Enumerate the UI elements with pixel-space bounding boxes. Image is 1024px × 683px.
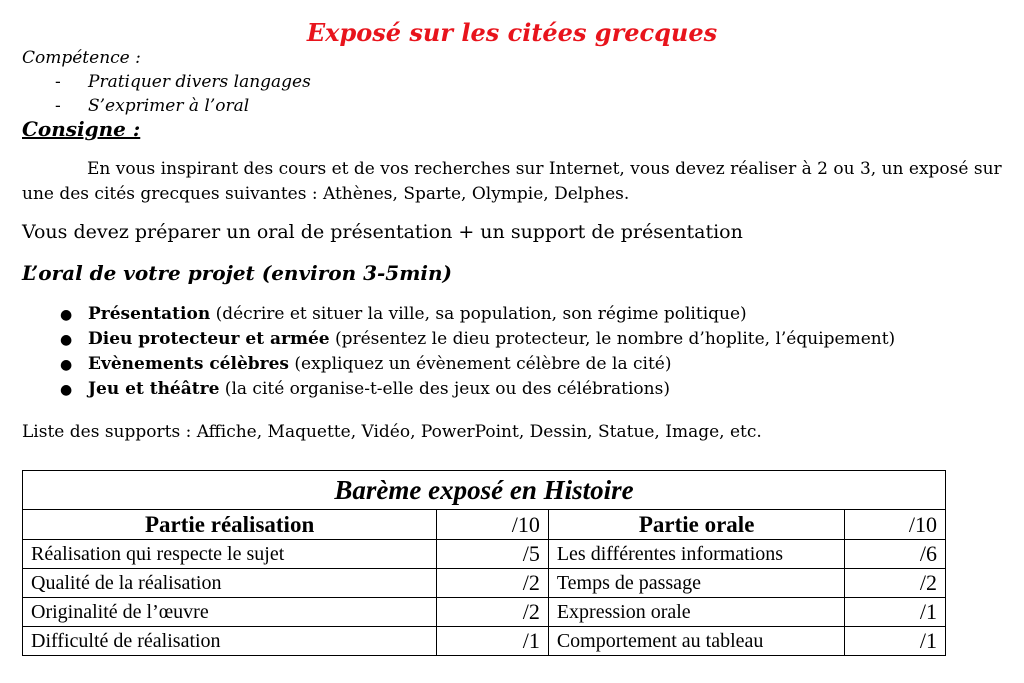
competence-list — [55, 70, 311, 118]
criterion: Temps de passage — [548, 569, 845, 598]
table-header-row — [23, 510, 946, 540]
table-row — [23, 569, 946, 598]
list-item: ● Dieu protecteur et armée (présentez le dieu protecteur, le nombre d’hoplite, l’équipement) — [60, 327, 895, 352]
bullet-icon: ● — [60, 332, 73, 348]
points: /1 — [437, 627, 549, 656]
list-item: ● Jeu et théâtre (la cité organise-t-elle des jeux ou des célébrations) — [60, 377, 895, 402]
table-row — [23, 598, 946, 627]
points: /2 — [845, 569, 946, 598]
right-max: /10 — [845, 510, 946, 540]
oral-bullet-list — [60, 302, 895, 402]
bullet-icon: ● — [60, 307, 73, 323]
bareme-table — [22, 470, 946, 656]
criterion: Expression orale — [548, 598, 845, 627]
oral-heading: L’oral de votre projet (environ 3-5min) — [22, 261, 452, 285]
bullet-icon: ● — [60, 357, 73, 373]
competence-label: Compétence : — [22, 48, 141, 68]
consigne-paragraph: En vous inspirant des cours et de vos recherches sur Internet, vous devez réaliser à 2 ou 3, un exposé sur une des cités grecques suivantes : Athènes, Sparte, Olympie, Delphes. — [22, 159, 1002, 204]
criterion: Difficulté de réalisation — [23, 627, 437, 656]
points: /1 — [845, 627, 946, 656]
criterion: Originalité de l’œuvre — [23, 598, 437, 627]
criterion: Comportement au tableau — [548, 627, 845, 656]
criterion: Les différentes informations — [548, 540, 845, 569]
list-item: - S’exprimer à l’oral — [55, 96, 250, 116]
bareme-title: Barème exposé en Histoire — [23, 471, 946, 510]
list-item: ● Présentation (décrire et situer la ville, sa population, son régime politique) — [60, 302, 895, 327]
points: /2 — [437, 598, 549, 627]
consigne-heading: Consigne : — [22, 117, 141, 141]
table-row — [23, 627, 946, 656]
points: /1 — [845, 598, 946, 627]
points: /6 — [845, 540, 946, 569]
points: /5 — [437, 540, 549, 569]
left-header: Partie réalisation — [23, 510, 437, 540]
document-title: Exposé sur les citées grecques — [306, 18, 718, 47]
bullet-icon: ● — [60, 382, 73, 398]
table-row — [23, 540, 946, 569]
consigne-paragraph-2: Vous devez préparer un oral de présentation + un support de présentation — [22, 221, 743, 243]
criterion: Qualité de la réalisation — [23, 569, 437, 598]
right-header: Partie orale — [548, 510, 845, 540]
list-item: ● Evènements célèbres (expliquez un évènement célèbre de la cité) — [60, 352, 895, 377]
points: /2 — [437, 569, 549, 598]
list-item: - Pratiquer divers langages — [55, 72, 311, 92]
left-max: /10 — [437, 510, 549, 540]
supports-list: Liste des supports : Affiche, Maquette, Vidéo, PowerPoint, Dessin, Statue, Image, etc. — [22, 422, 762, 442]
criterion: Réalisation qui respecte le sujet — [23, 540, 437, 569]
